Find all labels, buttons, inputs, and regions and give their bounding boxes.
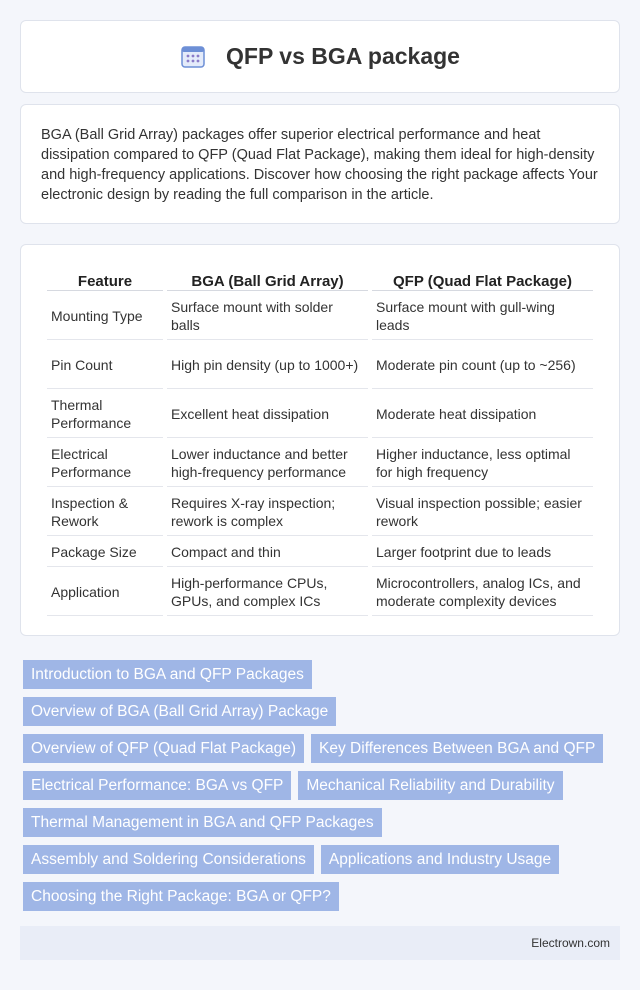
table-cell: Inspection & Rework xyxy=(47,489,163,536)
table-row xyxy=(47,569,593,616)
topic-link[interactable]: Assembly and Soldering Considerations xyxy=(23,845,314,874)
table-cell: Pin Count xyxy=(47,342,163,389)
footer xyxy=(20,926,620,960)
table-row xyxy=(47,489,593,536)
title-card xyxy=(20,20,620,93)
table-cell: Visual inspection possible; easier rework xyxy=(372,489,593,536)
table-cell: Electrical Performance xyxy=(47,440,163,487)
topic-link[interactable]: Choosing the Right Package: BGA or QFP? xyxy=(23,882,339,911)
topic-link[interactable]: Overview of QFP (Quad Flat Package) xyxy=(23,734,304,763)
comparison-table xyxy=(43,263,597,618)
topic-row xyxy=(23,845,623,874)
topic-link[interactable]: Thermal Management in BGA and QFP Packages xyxy=(23,808,382,837)
chip-grid-icon xyxy=(180,44,206,70)
topic-link[interactable]: Overview of BGA (Ball Grid Array) Package xyxy=(23,697,336,726)
page-title: QFP vs BGA package xyxy=(226,43,460,69)
table-cell: Microcontrollers, analog ICs, and moderate complexity devices xyxy=(372,569,593,616)
topic-row xyxy=(23,734,623,763)
table-cell: Excellent heat dissipation xyxy=(167,391,368,438)
table-cell: Package Size xyxy=(47,538,163,567)
table-row xyxy=(47,342,593,389)
topic-link[interactable]: Electrical Performance: BGA vs QFP xyxy=(23,771,291,800)
header-bga: BGA (Ball Grid Array) xyxy=(167,265,368,291)
table-cell: Compact and thin xyxy=(167,538,368,567)
table-row xyxy=(47,538,593,567)
table-cell: High-performance CPUs, GPUs, and complex ICs xyxy=(167,569,368,616)
topic-link[interactable]: Introduction to BGA and QFP Packages xyxy=(23,660,312,689)
table-cell: Surface mount with solder balls xyxy=(167,293,368,340)
table-cell: Larger footprint due to leads xyxy=(372,538,593,567)
table-row xyxy=(47,391,593,438)
table-cell: Thermal Performance xyxy=(47,391,163,438)
topic-link[interactable]: Applications and Industry Usage xyxy=(321,845,559,874)
header-qfp: QFP (Quad Flat Package) xyxy=(372,265,593,291)
table-cell: Higher inductance, less optimal for high frequency xyxy=(372,440,593,487)
intro-card xyxy=(20,104,620,224)
topic-row xyxy=(23,660,623,689)
table-header-row xyxy=(47,265,593,291)
table-cell: Surface mount with gull-wing leads xyxy=(372,293,593,340)
topic-row xyxy=(23,882,623,911)
footer-brand: Electrown.com xyxy=(531,936,610,950)
table-cell: High pin density (up to 1000+) xyxy=(167,342,368,389)
header-feature: Feature xyxy=(47,265,163,291)
table-cell: Lower inductance and better high-frequency performance xyxy=(167,440,368,487)
topic-link[interactable]: Mechanical Reliability and Durability xyxy=(298,771,562,800)
topic-row xyxy=(23,771,623,800)
topic-link[interactable]: Key Differences Between BGA and QFP xyxy=(311,734,603,763)
table-cell: Requires X-ray inspection; rework is complex xyxy=(167,489,368,536)
topic-row xyxy=(23,697,623,726)
intro-paragraph: BGA (Ball Grid Array) packages offer superior electrical performance and heat dissipation compared to QFP (Quad Flat Package), making them ideal for high-density and high-frequency applications. Discover how choosing the right package affects Your electronic design by reading the full comparison in the article. xyxy=(41,127,598,203)
table-cell: Mounting Type xyxy=(47,293,163,340)
topic-links xyxy=(23,660,623,919)
topic-row xyxy=(23,808,623,837)
table-cell: Moderate pin count (up to ~256) xyxy=(372,342,593,389)
table-cell: Application xyxy=(47,569,163,616)
table-cell: Moderate heat dissipation xyxy=(372,391,593,438)
table-row xyxy=(47,440,593,487)
comparison-table-card xyxy=(20,244,620,636)
table-row xyxy=(47,293,593,340)
